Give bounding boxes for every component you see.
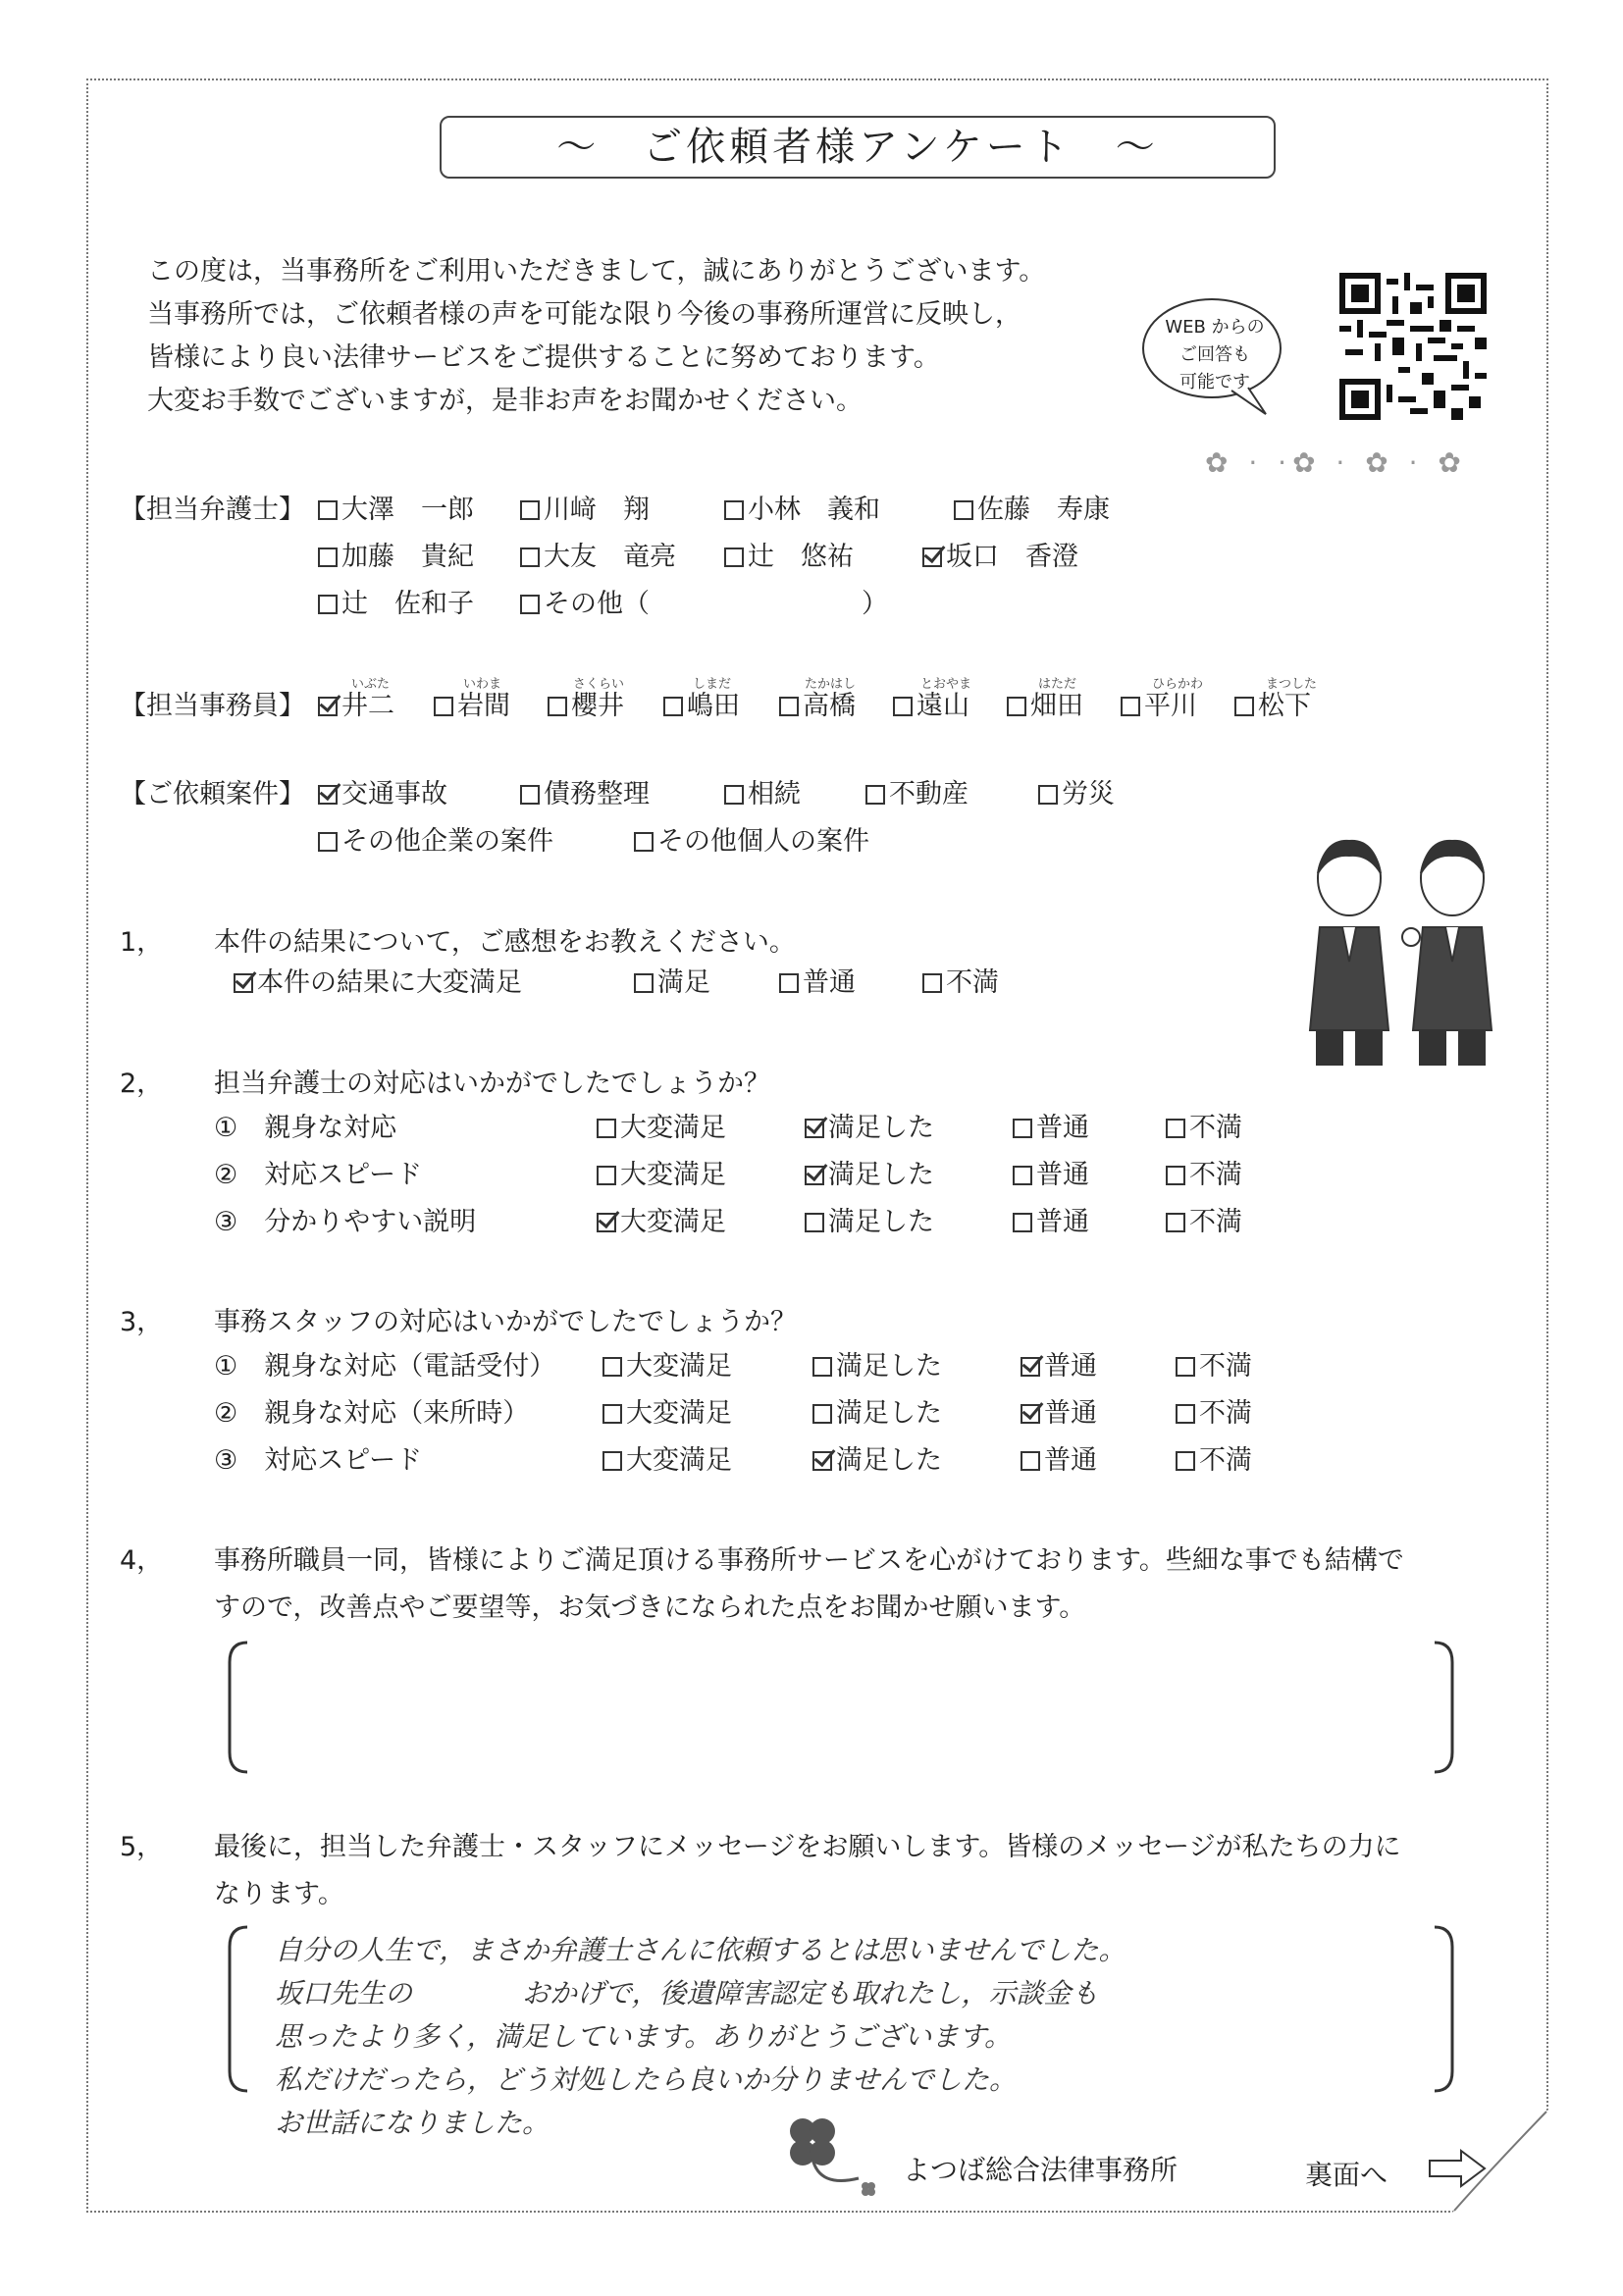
- rating-row-label: ② 対応スピード: [214, 1160, 423, 1190]
- checkbox[interactable]: [1166, 1213, 1185, 1232]
- option-label: その他個人の案件: [657, 826, 869, 857]
- case-option[interactable]: [1038, 775, 1115, 814]
- rating-row-label: ① 親身な対応: [214, 1113, 397, 1143]
- option-label: 大変満足: [626, 1398, 732, 1429]
- q1-option[interactable]: [779, 964, 856, 1003]
- rating-option[interactable]: [602, 1441, 732, 1481]
- option-label: 不満: [946, 967, 999, 998]
- checkbox[interactable]: [1007, 697, 1026, 716]
- rating-row-label: ① 親身な対応（電話受付）: [214, 1351, 556, 1382]
- option-label: 満足した: [836, 1445, 942, 1476]
- question-text: すので，改善点やご要望等，お気づきになられた点をお聞かせ願います。: [214, 1592, 1086, 1623]
- checkbox-checked[interactable]: [922, 548, 942, 567]
- checkbox[interactable]: [954, 500, 973, 520]
- checkbox[interactable]: [1176, 1451, 1195, 1471]
- rating-option[interactable]: [1166, 1203, 1242, 1242]
- question-text: なります。: [214, 1879, 344, 1909]
- option-label: その他（ ）: [544, 589, 888, 619]
- staff-option[interactable]: [1121, 687, 1197, 726]
- option-label: 櫻井: [571, 691, 624, 721]
- checkbox[interactable]: [724, 785, 744, 805]
- handwritten-line: お世話になりました。: [275, 2107, 550, 2139]
- q1-option[interactable]: [234, 964, 522, 1003]
- lawyer-option[interactable]: [318, 585, 474, 624]
- option-label: 坂口 香澄: [946, 542, 1078, 572]
- question-number: 5，: [120, 1832, 164, 1862]
- staff-characters-illustration: [1295, 834, 1521, 1070]
- rating-option[interactable]: [1013, 1203, 1089, 1242]
- checkbox[interactable]: [602, 1451, 622, 1471]
- checkbox[interactable]: [1166, 1119, 1185, 1138]
- question-text: 事務スタッフの対応はいかがでしたでしょうか？: [214, 1307, 797, 1337]
- survey-title: ～ ご依頼者様アンケート ～: [440, 116, 1276, 179]
- checkbox[interactable]: [318, 500, 338, 520]
- lawyer-option[interactable]: [954, 491, 1110, 530]
- intro-paragraph: [147, 250, 1178, 423]
- option-label: 大澤 一郎: [341, 495, 474, 525]
- rating-option[interactable]: [602, 1347, 732, 1386]
- rating-row-label: ③ 分かりやすい説明: [214, 1207, 477, 1237]
- rating-option[interactable]: [1176, 1441, 1252, 1481]
- rating-option[interactable]: [1021, 1394, 1097, 1434]
- checkbox[interactable]: [520, 500, 540, 520]
- firm-name: よつば総合法律事務所: [903, 2154, 1178, 2186]
- option-label: 満足した: [828, 1160, 934, 1190]
- case-option[interactable]: [724, 775, 801, 814]
- staff-option[interactable]: [1234, 687, 1311, 726]
- checkbox[interactable]: [1013, 1213, 1032, 1232]
- rating-option[interactable]: [1176, 1347, 1252, 1386]
- rating-option[interactable]: [805, 1156, 934, 1195]
- case-option[interactable]: [318, 822, 553, 861]
- clover-decoration: ✿ · ·✿ · ✿ · ✿: [1205, 446, 1467, 479]
- staff-label: 【担当事務員】: [120, 691, 305, 721]
- option-label: 満足した: [828, 1207, 934, 1237]
- option-label: 不満: [1189, 1160, 1242, 1190]
- lawyer-option[interactable]: [520, 538, 676, 577]
- checkbox-checked[interactable]: [1021, 1404, 1040, 1424]
- option-label: 不満: [1189, 1113, 1242, 1143]
- option-label: 債務整理: [544, 779, 650, 809]
- rating-row-label: ③ 対応スピード: [214, 1445, 423, 1476]
- question-number: 3，: [120, 1307, 164, 1337]
- rating-option[interactable]: [812, 1441, 942, 1481]
- rating-option[interactable]: [602, 1394, 732, 1434]
- lawyer-option[interactable]: [520, 491, 650, 530]
- option-label: 松下: [1258, 691, 1311, 721]
- rating-option[interactable]: [1166, 1109, 1242, 1148]
- checkbox[interactable]: [548, 697, 567, 716]
- checkbox-checked[interactable]: [1021, 1357, 1040, 1377]
- case-option[interactable]: [865, 775, 969, 814]
- ruby-text: とおやま: [920, 677, 972, 692]
- next-page-link[interactable]: 裏面へ: [1305, 2159, 1388, 2191]
- rating-option[interactable]: [805, 1203, 934, 1242]
- option-label: その他企業の案件: [341, 826, 553, 857]
- option-label: 満足した: [836, 1351, 942, 1382]
- option-label: 岩間: [457, 691, 510, 721]
- checkbox[interactable]: [893, 697, 913, 716]
- option-label: 平川: [1144, 691, 1197, 721]
- option-label: 普通: [803, 967, 856, 998]
- checkbox-checked[interactable]: [234, 973, 253, 993]
- checkbox-checked[interactable]: [318, 785, 338, 805]
- rating-option[interactable]: [1021, 1441, 1097, 1481]
- rating-option[interactable]: [1166, 1156, 1242, 1195]
- case-option[interactable]: [634, 822, 869, 861]
- case-option[interactable]: [520, 775, 650, 814]
- option-label: 不満: [1199, 1398, 1252, 1429]
- option-label: 大変満足: [620, 1160, 726, 1190]
- option-label: 普通: [1036, 1160, 1089, 1190]
- checkbox[interactable]: [779, 973, 799, 993]
- intro-line: 大変お手数でございますが，是非お声をお聞かせください。: [147, 386, 863, 416]
- checkbox[interactable]: [865, 785, 885, 805]
- handwritten-line: 自分の人生で，まさか弁護士さんに依頼するとは思いませんでした。: [275, 1934, 1126, 1966]
- rating-option[interactable]: [805, 1109, 934, 1148]
- checkbox[interactable]: [1038, 785, 1058, 805]
- checkbox[interactable]: [724, 548, 744, 567]
- checkbox[interactable]: [602, 1357, 622, 1377]
- lawyers-label: 【担当弁護士】: [120, 495, 305, 525]
- option-label: 大変満足: [620, 1207, 726, 1237]
- bubble-line: WEB からの: [1165, 317, 1265, 338]
- ruby-text: いわま: [463, 677, 502, 692]
- checkbox[interactable]: [1021, 1451, 1040, 1471]
- lawyer-option[interactable]: [724, 538, 854, 577]
- ruby-text: はただ: [1038, 677, 1077, 692]
- checkbox-checked[interactable]: [318, 697, 338, 716]
- option-label: 辻 悠祐: [748, 542, 854, 572]
- question-number: 2，: [120, 1069, 164, 1099]
- bubble-line: 可能です: [1179, 372, 1250, 392]
- handwritten-line: 坂口先生の おかげで，後遺障害認定も取れたし，示談金も: [275, 1977, 1099, 2009]
- option-label: 井二: [341, 691, 394, 721]
- checkbox[interactable]: [1121, 697, 1140, 716]
- option-label: 辻 佐和子: [341, 589, 474, 619]
- ruby-text: ひらかわ: [1152, 677, 1204, 692]
- staff-option[interactable]: [663, 687, 740, 726]
- checkbox[interactable]: [634, 973, 654, 993]
- checkbox[interactable]: [520, 548, 540, 567]
- option-label: 遠山: [916, 691, 969, 721]
- checkbox-checked[interactable]: [812, 1451, 832, 1471]
- handwritten-line: 私だけだったら，どう対処したら良いか分りませんでした。: [275, 2063, 1018, 2096]
- checkbox[interactable]: [318, 832, 338, 852]
- ruby-text: まつした: [1266, 677, 1318, 692]
- checkbox[interactable]: [812, 1404, 832, 1424]
- option-label: 高橋: [803, 691, 856, 721]
- rating-option[interactable]: [597, 1156, 726, 1195]
- rating-option[interactable]: [1013, 1109, 1089, 1148]
- option-label: 満足: [657, 967, 710, 998]
- option-label: 不満: [1199, 1445, 1252, 1476]
- rating-option[interactable]: [597, 1203, 726, 1242]
- q1-option[interactable]: [634, 964, 710, 1003]
- ruby-text: しまだ: [693, 677, 732, 692]
- checkbox[interactable]: [597, 1166, 616, 1185]
- option-label: 交通事故: [341, 779, 447, 809]
- qr-code[interactable]: [1339, 273, 1487, 420]
- cases-label: 【ご依頼案件】: [120, 779, 305, 809]
- checkbox[interactable]: [1176, 1404, 1195, 1424]
- checkbox[interactable]: [602, 1404, 622, 1424]
- ruby-text: さくらい: [573, 677, 625, 692]
- staff-option[interactable]: [318, 687, 394, 726]
- intro-line: 皆様により良い法律サービスをご提供することに努めております。: [147, 342, 940, 373]
- option-label: 小林 義和: [748, 495, 880, 525]
- lawyer-option[interactable]: [318, 491, 474, 530]
- option-label: 不満: [1189, 1207, 1242, 1237]
- case-option[interactable]: [318, 775, 447, 814]
- option-label: 満足した: [828, 1113, 934, 1143]
- option-label: 労災: [1062, 779, 1115, 809]
- option-label: 佐藤 寿康: [977, 495, 1110, 525]
- checkbox[interactable]: [318, 595, 338, 614]
- staff-option[interactable]: [779, 687, 856, 726]
- checkbox[interactable]: [1013, 1166, 1032, 1185]
- option-label: 大変満足: [626, 1351, 732, 1382]
- handwritten-line: 思ったより多く，満足しています。ありがとうございます。: [275, 2020, 1012, 2053]
- checkbox[interactable]: [1176, 1357, 1195, 1377]
- question-number: 4，: [120, 1545, 164, 1576]
- checkbox[interactable]: [1234, 697, 1254, 716]
- checkbox-checked[interactable]: [805, 1166, 824, 1185]
- rating-option[interactable]: [812, 1394, 942, 1434]
- staff-option[interactable]: [548, 687, 624, 726]
- ruby-text: いぶた: [351, 677, 391, 692]
- checkbox[interactable]: [812, 1357, 832, 1377]
- checkbox[interactable]: [520, 595, 540, 614]
- staff-option[interactable]: [1007, 687, 1083, 726]
- rating-option[interactable]: [812, 1347, 942, 1386]
- option-label: 本件の結果に大変満足: [257, 967, 522, 998]
- checkbox[interactable]: [922, 973, 942, 993]
- option-label: 大変満足: [626, 1445, 732, 1476]
- option-label: 加藤 貴紀: [341, 542, 474, 572]
- option-label: 普通: [1036, 1113, 1089, 1143]
- question-text: 最後に，担当した弁護士・スタッフにメッセージをお願いします。皆様のメッセージが私たちの力に: [214, 1832, 1401, 1862]
- checkbox[interactable]: [318, 548, 338, 567]
- lawyer-option[interactable]: [922, 538, 1078, 577]
- lawyer-option[interactable]: [724, 491, 880, 530]
- checkbox[interactable]: [779, 697, 799, 716]
- checkbox[interactable]: [663, 697, 683, 716]
- option-label: 嶋田: [687, 691, 740, 721]
- staff-option[interactable]: [434, 687, 510, 726]
- checkbox[interactable]: [1013, 1119, 1032, 1138]
- rating-option[interactable]: [1021, 1347, 1097, 1386]
- option-label: 満足した: [836, 1398, 942, 1429]
- bubble-line: ご回答も: [1179, 344, 1250, 365]
- option-label: 大変満足: [620, 1113, 726, 1143]
- option-label: 大友 竜亮: [544, 542, 676, 572]
- checkbox[interactable]: [434, 697, 453, 716]
- rating-option[interactable]: [1176, 1394, 1252, 1434]
- arrow-right-icon[interactable]: [1428, 2149, 1487, 2188]
- checkbox[interactable]: [1166, 1166, 1185, 1185]
- checkbox-checked[interactable]: [805, 1119, 824, 1138]
- question-number: 1，: [120, 927, 164, 958]
- option-label: 不満: [1199, 1351, 1252, 1382]
- q4-answer-box[interactable]: [228, 1639, 1454, 1776]
- lawyer-option[interactable]: [318, 538, 474, 577]
- option-label: 川﨑 翔: [544, 495, 650, 525]
- checkbox-checked[interactable]: [597, 1213, 616, 1232]
- q1-option[interactable]: [922, 964, 999, 1003]
- checkbox[interactable]: [520, 785, 540, 805]
- checkbox[interactable]: [634, 832, 654, 852]
- rating-option[interactable]: [1013, 1156, 1089, 1195]
- option-label: 普通: [1044, 1398, 1097, 1429]
- staff-option[interactable]: [893, 687, 969, 726]
- clover-logo-icon: [765, 2110, 883, 2198]
- question-text: 本件の結果について，ご感想をお教えください。: [214, 927, 796, 958]
- option-label: 畑田: [1030, 691, 1083, 721]
- question-text: 事務所職員一同，皆様によりご満足頂ける事務所サービスを心がけております。些細な事でも結構で: [214, 1545, 1404, 1576]
- rating-row-label: ② 親身な対応（来所時）: [214, 1398, 530, 1429]
- option-label: 普通: [1036, 1207, 1089, 1237]
- checkbox[interactable]: [597, 1119, 616, 1138]
- checkbox[interactable]: [805, 1213, 824, 1232]
- option-label: 不動産: [889, 779, 969, 809]
- intro-line: この度は，当事務所をご利用いただきまして，誠にありがとうございます。: [147, 256, 1046, 287]
- lawyer-option-other[interactable]: [520, 585, 888, 624]
- intro-line: 当事務所では，ご依頼者様の声を可能な限り今後の事務所運営に反映し，: [147, 299, 1021, 330]
- option-label: 普通: [1044, 1351, 1097, 1382]
- bubble-text: [1146, 314, 1283, 396]
- ruby-text: たかはし: [805, 677, 857, 692]
- option-label: 相続: [748, 779, 801, 809]
- rating-option[interactable]: [597, 1109, 726, 1148]
- option-label: 普通: [1044, 1445, 1097, 1476]
- question-text: 担当弁護士の対応はいかがでしたでしょうか？: [214, 1069, 770, 1099]
- checkbox[interactable]: [724, 500, 744, 520]
